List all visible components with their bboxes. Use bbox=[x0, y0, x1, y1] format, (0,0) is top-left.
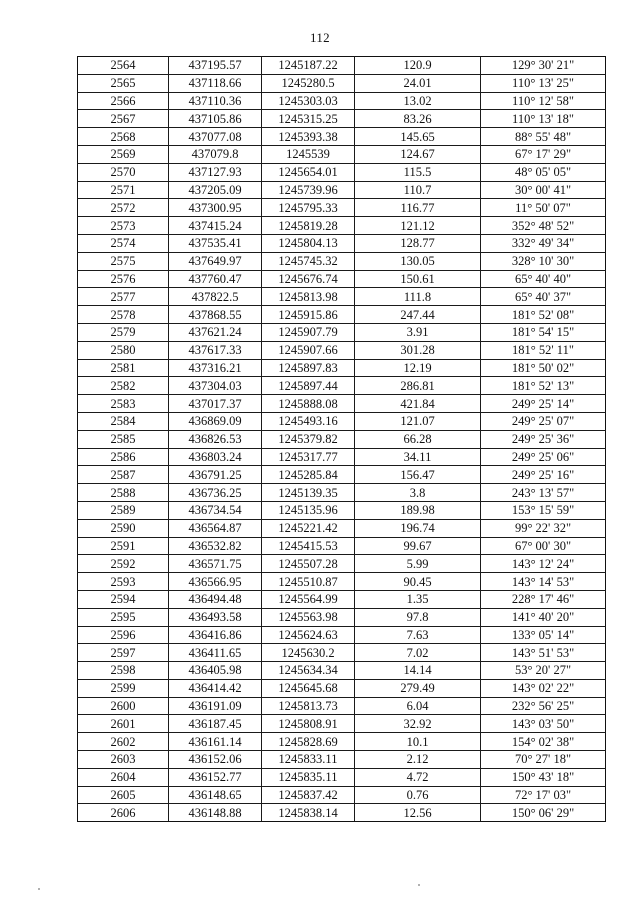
bearing-cell: 110° 13' 18" bbox=[481, 110, 606, 128]
table-row bbox=[78, 733, 606, 751]
x-coordinate-cell: 437617.33 bbox=[169, 341, 262, 359]
point-number-cell: 2601 bbox=[78, 715, 169, 733]
y-coordinate-cell: 1245135.96 bbox=[262, 501, 355, 519]
distance-cell: 145.65 bbox=[355, 128, 481, 146]
point-number-cell: 2569 bbox=[78, 145, 169, 163]
bearing-cell: 181° 52' 11" bbox=[481, 341, 606, 359]
bearing-cell: 181° 50' 02" bbox=[481, 359, 606, 377]
table-row bbox=[78, 608, 606, 626]
table-row bbox=[78, 163, 606, 181]
table-row bbox=[78, 662, 606, 680]
distance-cell: 10.1 bbox=[355, 733, 481, 751]
x-coordinate-cell: 436148.65 bbox=[169, 786, 262, 804]
distance-cell: 111.8 bbox=[355, 288, 481, 306]
bearing-cell: 53° 20' 27" bbox=[481, 662, 606, 680]
point-number-cell: 2592 bbox=[78, 555, 169, 573]
distance-cell: 189.98 bbox=[355, 501, 481, 519]
table-row bbox=[78, 715, 606, 733]
y-coordinate-cell: 1245139.35 bbox=[262, 484, 355, 502]
distance-cell: 3.8 bbox=[355, 484, 481, 502]
y-coordinate-cell: 1245510.87 bbox=[262, 573, 355, 591]
bearing-cell: 154° 02' 38" bbox=[481, 733, 606, 751]
distance-cell: 32.92 bbox=[355, 715, 481, 733]
table-row bbox=[78, 573, 606, 591]
distance-cell: 124.67 bbox=[355, 145, 481, 163]
point-number-cell: 2589 bbox=[78, 501, 169, 519]
y-coordinate-cell: 1245897.83 bbox=[262, 359, 355, 377]
y-coordinate-cell: 1245745.32 bbox=[262, 252, 355, 270]
bearing-cell: 48° 05' 05" bbox=[481, 163, 606, 181]
bearing-cell: 332° 49' 34" bbox=[481, 234, 606, 252]
table-row bbox=[78, 74, 606, 92]
y-coordinate-cell: 1245888.08 bbox=[262, 395, 355, 413]
bearing-cell: 143° 12' 24" bbox=[481, 555, 606, 573]
table-row bbox=[78, 359, 606, 377]
bearing-cell: 249° 25' 07" bbox=[481, 412, 606, 430]
distance-cell: 120.9 bbox=[355, 57, 481, 75]
table-row bbox=[78, 145, 606, 163]
distance-cell: 99.67 bbox=[355, 537, 481, 555]
table-row bbox=[78, 804, 606, 822]
y-coordinate-cell: 1245280.5 bbox=[262, 74, 355, 92]
distance-cell: 421.84 bbox=[355, 395, 481, 413]
distance-cell: 115.5 bbox=[355, 163, 481, 181]
distance-cell: 12.19 bbox=[355, 359, 481, 377]
bearing-cell: 65° 40' 40" bbox=[481, 270, 606, 288]
distance-cell: 24.01 bbox=[355, 74, 481, 92]
table-row bbox=[78, 626, 606, 644]
distance-cell: 4.72 bbox=[355, 768, 481, 786]
distance-cell: 13.02 bbox=[355, 92, 481, 110]
y-coordinate-cell: 1245819.28 bbox=[262, 217, 355, 235]
table-row bbox=[78, 697, 606, 715]
point-number-cell: 2593 bbox=[78, 573, 169, 591]
table-row bbox=[78, 306, 606, 324]
y-coordinate-cell: 1245493.16 bbox=[262, 412, 355, 430]
distance-cell: 66.28 bbox=[355, 430, 481, 448]
distance-cell: 156.47 bbox=[355, 466, 481, 484]
page-number: 112 bbox=[310, 30, 330, 45]
y-coordinate-cell: 1245634.34 bbox=[262, 662, 355, 680]
x-coordinate-cell: 436191.09 bbox=[169, 697, 262, 715]
x-coordinate-cell: 437127.93 bbox=[169, 163, 262, 181]
point-number-cell: 2598 bbox=[78, 662, 169, 680]
x-coordinate-cell: 437195.57 bbox=[169, 57, 262, 75]
point-number-cell: 2570 bbox=[78, 163, 169, 181]
distance-cell: 7.02 bbox=[355, 644, 481, 662]
bearing-cell: 181° 52' 13" bbox=[481, 377, 606, 395]
bearing-cell: 249° 25' 36" bbox=[481, 430, 606, 448]
bearing-cell: 72° 17' 03" bbox=[481, 786, 606, 804]
point-number-cell: 2596 bbox=[78, 626, 169, 644]
x-coordinate-cell: 436566.95 bbox=[169, 573, 262, 591]
point-number-cell: 2572 bbox=[78, 199, 169, 217]
x-coordinate-cell: 437868.55 bbox=[169, 306, 262, 324]
table-row bbox=[78, 590, 606, 608]
x-coordinate-cell: 437415.24 bbox=[169, 217, 262, 235]
scan-speck bbox=[418, 884, 420, 886]
x-coordinate-cell: 437760.47 bbox=[169, 270, 262, 288]
y-coordinate-cell: 1245833.11 bbox=[262, 751, 355, 769]
distance-cell: 279.49 bbox=[355, 679, 481, 697]
y-coordinate-cell: 1245317.77 bbox=[262, 448, 355, 466]
x-coordinate-cell: 437110.36 bbox=[169, 92, 262, 110]
y-coordinate-cell: 1245187.22 bbox=[262, 57, 355, 75]
table-row bbox=[78, 199, 606, 217]
table-row bbox=[78, 92, 606, 110]
point-number-cell: 2574 bbox=[78, 234, 169, 252]
bearing-cell: 88° 55' 48" bbox=[481, 128, 606, 146]
distance-cell: 301.28 bbox=[355, 341, 481, 359]
bearing-cell: 352° 48' 52" bbox=[481, 217, 606, 235]
distance-cell: 7.63 bbox=[355, 626, 481, 644]
table-row bbox=[78, 395, 606, 413]
point-number-cell: 2604 bbox=[78, 768, 169, 786]
point-number-cell: 2582 bbox=[78, 377, 169, 395]
point-number-cell: 2565 bbox=[78, 74, 169, 92]
x-coordinate-cell: 436494.48 bbox=[169, 590, 262, 608]
point-number-cell: 2581 bbox=[78, 359, 169, 377]
y-coordinate-cell: 1245907.79 bbox=[262, 323, 355, 341]
bearing-cell: 249° 25' 14" bbox=[481, 395, 606, 413]
bearing-cell: 110° 13' 25" bbox=[481, 74, 606, 92]
x-coordinate-cell: 436532.82 bbox=[169, 537, 262, 555]
table-row bbox=[78, 501, 606, 519]
point-number-cell: 2580 bbox=[78, 341, 169, 359]
point-number-cell: 2573 bbox=[78, 217, 169, 235]
x-coordinate-cell: 437205.09 bbox=[169, 181, 262, 199]
y-coordinate-cell: 1245838.14 bbox=[262, 804, 355, 822]
distance-cell: 110.7 bbox=[355, 181, 481, 199]
bearing-cell: 133° 05' 14" bbox=[481, 626, 606, 644]
x-coordinate-cell: 436493.58 bbox=[169, 608, 262, 626]
scan-speck bbox=[38, 888, 40, 890]
bearing-cell: 67° 17' 29" bbox=[481, 145, 606, 163]
distance-cell: 128.77 bbox=[355, 234, 481, 252]
y-coordinate-cell: 1245507.28 bbox=[262, 555, 355, 573]
point-number-cell: 2602 bbox=[78, 733, 169, 751]
distance-cell: 150.61 bbox=[355, 270, 481, 288]
table-row bbox=[78, 181, 606, 199]
table-row bbox=[78, 128, 606, 146]
distance-cell: 97.8 bbox=[355, 608, 481, 626]
x-coordinate-cell: 437649.97 bbox=[169, 252, 262, 270]
x-coordinate-cell: 436187.45 bbox=[169, 715, 262, 733]
y-coordinate-cell: 1245303.03 bbox=[262, 92, 355, 110]
table-row bbox=[78, 110, 606, 128]
bearing-cell: 141° 40' 20" bbox=[481, 608, 606, 626]
x-coordinate-cell: 436791.25 bbox=[169, 466, 262, 484]
point-number-cell: 2606 bbox=[78, 804, 169, 822]
x-coordinate-cell: 437300.95 bbox=[169, 199, 262, 217]
bearing-cell: 150° 43' 18" bbox=[481, 768, 606, 786]
x-coordinate-cell: 436414.42 bbox=[169, 679, 262, 697]
point-number-cell: 2585 bbox=[78, 430, 169, 448]
coordinates-table-body bbox=[78, 57, 606, 822]
distance-cell: 247.44 bbox=[355, 306, 481, 324]
distance-cell: 0.76 bbox=[355, 786, 481, 804]
x-coordinate-cell: 437535.41 bbox=[169, 234, 262, 252]
table-row bbox=[78, 341, 606, 359]
bearing-cell: 232° 56' 25" bbox=[481, 697, 606, 715]
x-coordinate-cell: 436148.88 bbox=[169, 804, 262, 822]
table-row bbox=[78, 768, 606, 786]
table-row bbox=[78, 537, 606, 555]
table-row bbox=[78, 519, 606, 537]
table-row bbox=[78, 323, 606, 341]
bearing-cell: 181° 52' 08" bbox=[481, 306, 606, 324]
x-coordinate-cell: 436803.24 bbox=[169, 448, 262, 466]
table-row bbox=[78, 484, 606, 502]
table-row bbox=[78, 270, 606, 288]
point-number-cell: 2576 bbox=[78, 270, 169, 288]
point-number-cell: 2566 bbox=[78, 92, 169, 110]
x-coordinate-cell: 437077.08 bbox=[169, 128, 262, 146]
x-coordinate-cell: 436826.53 bbox=[169, 430, 262, 448]
x-coordinate-cell: 436869.09 bbox=[169, 412, 262, 430]
y-coordinate-cell: 1245739.96 bbox=[262, 181, 355, 199]
point-number-cell: 2579 bbox=[78, 323, 169, 341]
x-coordinate-cell: 436571.75 bbox=[169, 555, 262, 573]
point-number-cell: 2578 bbox=[78, 306, 169, 324]
point-number-cell: 2597 bbox=[78, 644, 169, 662]
point-number-cell: 2586 bbox=[78, 448, 169, 466]
x-coordinate-cell: 437079.8 bbox=[169, 145, 262, 163]
y-coordinate-cell: 1245379.82 bbox=[262, 430, 355, 448]
x-coordinate-cell: 437304.03 bbox=[169, 377, 262, 395]
y-coordinate-cell: 1245795.33 bbox=[262, 199, 355, 217]
y-coordinate-cell: 1245837.42 bbox=[262, 786, 355, 804]
distance-cell: 116.77 bbox=[355, 199, 481, 217]
x-coordinate-cell: 436161.14 bbox=[169, 733, 262, 751]
y-coordinate-cell: 1245897.44 bbox=[262, 377, 355, 395]
bearing-cell: 328° 10' 30" bbox=[481, 252, 606, 270]
x-coordinate-cell: 437316.21 bbox=[169, 359, 262, 377]
point-number-cell: 2595 bbox=[78, 608, 169, 626]
table-row bbox=[78, 679, 606, 697]
y-coordinate-cell: 1245907.66 bbox=[262, 341, 355, 359]
x-coordinate-cell: 436405.98 bbox=[169, 662, 262, 680]
y-coordinate-cell: 1245804.13 bbox=[262, 234, 355, 252]
table-row bbox=[78, 252, 606, 270]
table-row bbox=[78, 555, 606, 573]
distance-cell: 1.35 bbox=[355, 590, 481, 608]
x-coordinate-cell: 437118.66 bbox=[169, 74, 262, 92]
y-coordinate-cell: 1245563.98 bbox=[262, 608, 355, 626]
x-coordinate-cell: 437105.86 bbox=[169, 110, 262, 128]
coordinates-table bbox=[77, 56, 606, 822]
distance-cell: 12.56 bbox=[355, 804, 481, 822]
table-row bbox=[78, 644, 606, 662]
y-coordinate-cell: 1245564.99 bbox=[262, 590, 355, 608]
bearing-cell: 181° 54' 15" bbox=[481, 323, 606, 341]
table-row bbox=[78, 448, 606, 466]
table-row bbox=[78, 234, 606, 252]
distance-cell: 121.07 bbox=[355, 412, 481, 430]
y-coordinate-cell: 1245393.38 bbox=[262, 128, 355, 146]
point-number-cell: 2567 bbox=[78, 110, 169, 128]
distance-cell: 3.91 bbox=[355, 323, 481, 341]
y-coordinate-cell: 1245624.63 bbox=[262, 626, 355, 644]
point-number-cell: 2588 bbox=[78, 484, 169, 502]
bearing-cell: 129° 30' 21" bbox=[481, 57, 606, 75]
distance-cell: 196.74 bbox=[355, 519, 481, 537]
point-number-cell: 2571 bbox=[78, 181, 169, 199]
y-coordinate-cell: 1245915.86 bbox=[262, 306, 355, 324]
y-coordinate-cell: 1245630.2 bbox=[262, 644, 355, 662]
bearing-cell: 249° 25' 06" bbox=[481, 448, 606, 466]
x-coordinate-cell: 436564.87 bbox=[169, 519, 262, 537]
table-row bbox=[78, 377, 606, 395]
y-coordinate-cell: 1245539 bbox=[262, 145, 355, 163]
distance-cell: 90.45 bbox=[355, 573, 481, 591]
point-number-cell: 2594 bbox=[78, 590, 169, 608]
bearing-cell: 143° 02' 22" bbox=[481, 679, 606, 697]
table-row bbox=[78, 430, 606, 448]
table-row bbox=[78, 466, 606, 484]
y-coordinate-cell: 1245415.53 bbox=[262, 537, 355, 555]
distance-cell: 14.14 bbox=[355, 662, 481, 680]
point-number-cell: 2577 bbox=[78, 288, 169, 306]
point-number-cell: 2587 bbox=[78, 466, 169, 484]
y-coordinate-cell: 1245654.01 bbox=[262, 163, 355, 181]
distance-cell: 130.05 bbox=[355, 252, 481, 270]
point-number-cell: 2590 bbox=[78, 519, 169, 537]
x-coordinate-cell: 436152.77 bbox=[169, 768, 262, 786]
table-row bbox=[78, 217, 606, 235]
point-number-cell: 2564 bbox=[78, 57, 169, 75]
distance-cell: 5.99 bbox=[355, 555, 481, 573]
table-row bbox=[78, 412, 606, 430]
bearing-cell: 153° 15' 59" bbox=[481, 501, 606, 519]
table-row bbox=[78, 786, 606, 804]
bearing-cell: 67° 00' 30" bbox=[481, 537, 606, 555]
x-coordinate-cell: 437621.24 bbox=[169, 323, 262, 341]
point-number-cell: 2591 bbox=[78, 537, 169, 555]
x-coordinate-cell: 436416.86 bbox=[169, 626, 262, 644]
x-coordinate-cell: 437822.5 bbox=[169, 288, 262, 306]
table-row bbox=[78, 288, 606, 306]
x-coordinate-cell: 436152.06 bbox=[169, 751, 262, 769]
table-row bbox=[78, 57, 606, 75]
x-coordinate-cell: 436411.65 bbox=[169, 644, 262, 662]
y-coordinate-cell: 1245813.73 bbox=[262, 697, 355, 715]
point-number-cell: 2603 bbox=[78, 751, 169, 769]
table-row bbox=[78, 751, 606, 769]
y-coordinate-cell: 1245315.25 bbox=[262, 110, 355, 128]
bearing-cell: 228° 17' 46" bbox=[481, 590, 606, 608]
point-number-cell: 2575 bbox=[78, 252, 169, 270]
y-coordinate-cell: 1245221.42 bbox=[262, 519, 355, 537]
bearing-cell: 99° 22' 32" bbox=[481, 519, 606, 537]
y-coordinate-cell: 1245835.11 bbox=[262, 768, 355, 786]
distance-cell: 2.12 bbox=[355, 751, 481, 769]
point-number-cell: 2599 bbox=[78, 679, 169, 697]
bearing-cell: 65° 40' 37" bbox=[481, 288, 606, 306]
bearing-cell: 143° 51' 53" bbox=[481, 644, 606, 662]
y-coordinate-cell: 1245676.74 bbox=[262, 270, 355, 288]
point-number-cell: 2605 bbox=[78, 786, 169, 804]
point-number-cell: 2568 bbox=[78, 128, 169, 146]
x-coordinate-cell: 436736.25 bbox=[169, 484, 262, 502]
bearing-cell: 143° 03' 50" bbox=[481, 715, 606, 733]
distance-cell: 34.11 bbox=[355, 448, 481, 466]
bearing-cell: 143° 14' 53" bbox=[481, 573, 606, 591]
distance-cell: 286.81 bbox=[355, 377, 481, 395]
x-coordinate-cell: 436734.54 bbox=[169, 501, 262, 519]
y-coordinate-cell: 1245285.84 bbox=[262, 466, 355, 484]
distance-cell: 6.04 bbox=[355, 697, 481, 715]
distance-cell: 121.12 bbox=[355, 217, 481, 235]
bearing-cell: 150° 06' 29" bbox=[481, 804, 606, 822]
bearing-cell: 70° 27' 18" bbox=[481, 751, 606, 769]
y-coordinate-cell: 1245813.98 bbox=[262, 288, 355, 306]
point-number-cell: 2600 bbox=[78, 697, 169, 715]
y-coordinate-cell: 1245808.91 bbox=[262, 715, 355, 733]
point-number-cell: 2583 bbox=[78, 395, 169, 413]
bearing-cell: 11° 50' 07" bbox=[481, 199, 606, 217]
y-coordinate-cell: 1245828.69 bbox=[262, 733, 355, 751]
bearing-cell: 30° 00' 41" bbox=[481, 181, 606, 199]
y-coordinate-cell: 1245645.68 bbox=[262, 679, 355, 697]
bearing-cell: 110° 12' 58" bbox=[481, 92, 606, 110]
point-number-cell: 2584 bbox=[78, 412, 169, 430]
x-coordinate-cell: 437017.37 bbox=[169, 395, 262, 413]
bearing-cell: 249° 25' 16" bbox=[481, 466, 606, 484]
bearing-cell: 243° 13' 57" bbox=[481, 484, 606, 502]
distance-cell: 83.26 bbox=[355, 110, 481, 128]
